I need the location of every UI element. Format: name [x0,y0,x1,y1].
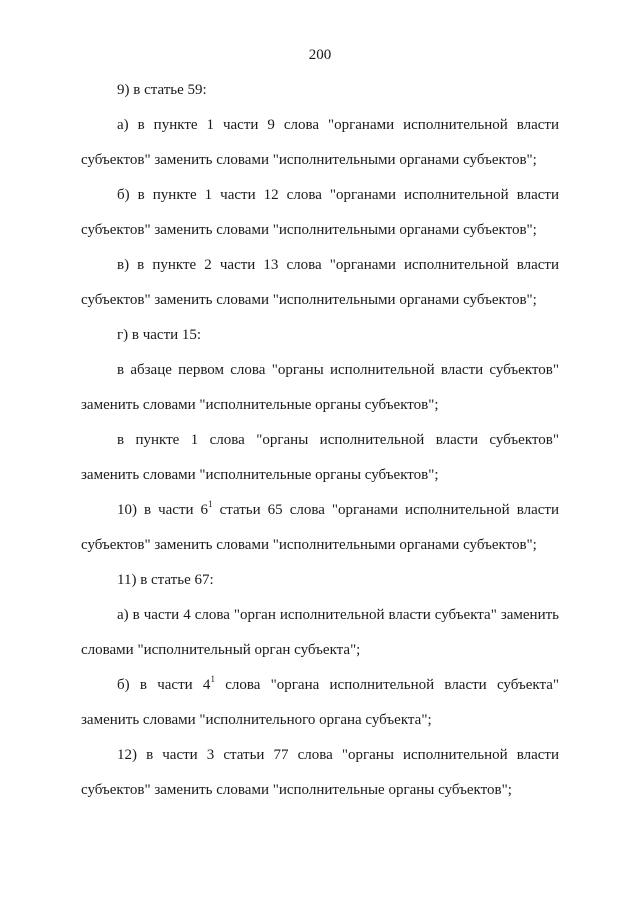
superscript-one: 1 [208,499,213,509]
clause-9b-line-2: субъектов" заменить словами "исполнительными органами субъектов"; [81,222,537,238]
clause-12-line-1: 12) в части 3 статьи 77 слова "органы исполнительной власти [117,747,559,763]
clause-12-line-2: субъектов" заменить словами "исполнительные органы субъектов"; [81,782,512,798]
clause-11a-line-1: а) в части 4 слова "орган исполнительной власти субъекта" заменить [117,607,559,623]
clause-11b-text-after-superscript: слова "органа исполнительной власти субъекта" [214,677,559,693]
clause-9g-paragraph-2-line-1: в пункте 1 слова "органы исполнительной власти субъектов" [117,432,559,448]
clause-10-line-1 [117,501,559,519]
clause-11b-line-2: заменить словами "исполнительного органа субъекта"; [81,712,432,728]
clause-9g-heading: г) в части 15: [117,327,202,343]
clause-9a-line-2: субъектов" заменить словами "исполнительными органами субъектов"; [81,152,537,168]
clause-10-text-after-superscript: статьи 65 слова "органами исполнительной власти [212,502,559,518]
clause-9b-line-1: б) в пункте 1 части 12 слова "органами исполнительной власти [117,187,559,203]
clause-9g-paragraph-1-line-2: заменить словами "исполнительные органы субъектов"; [81,397,439,413]
clause-11-heading: 11) в статье 67: [117,572,214,588]
clause-9v-line-2: субъектов" заменить словами "исполнительными органами субъектов"; [81,292,537,308]
page-number: 200 [308,47,332,63]
clause-10-line-2: субъектов" заменить словами "исполнительными органами субъектов"; [81,537,537,553]
clause-9-heading: 9) в статье 59: [117,82,207,98]
clause-11b-text-before-superscript: б) в части 4 [117,677,211,693]
clause-9g-paragraph-2-line-2: заменить словами "исполнительные органы субъектов"; [81,467,439,483]
clause-9g-paragraph-1-line-1: в абзаце первом слова "органы исполнительной власти субъектов" [117,362,559,378]
clause-10-text-before-superscript: 10) в части 6 [117,502,209,518]
clause-11b-line-1 [117,676,559,694]
superscript-one: 1 [210,674,215,684]
clause-9v-line-1: в) в пункте 2 части 13 слова "органами исполнительной власти [117,257,559,273]
clause-9a-line-1: а) в пункте 1 части 9 слова "органами исполнительной власти [117,117,559,133]
clause-11a-line-2: словами "исполнительный орган субъекта"; [81,642,361,658]
